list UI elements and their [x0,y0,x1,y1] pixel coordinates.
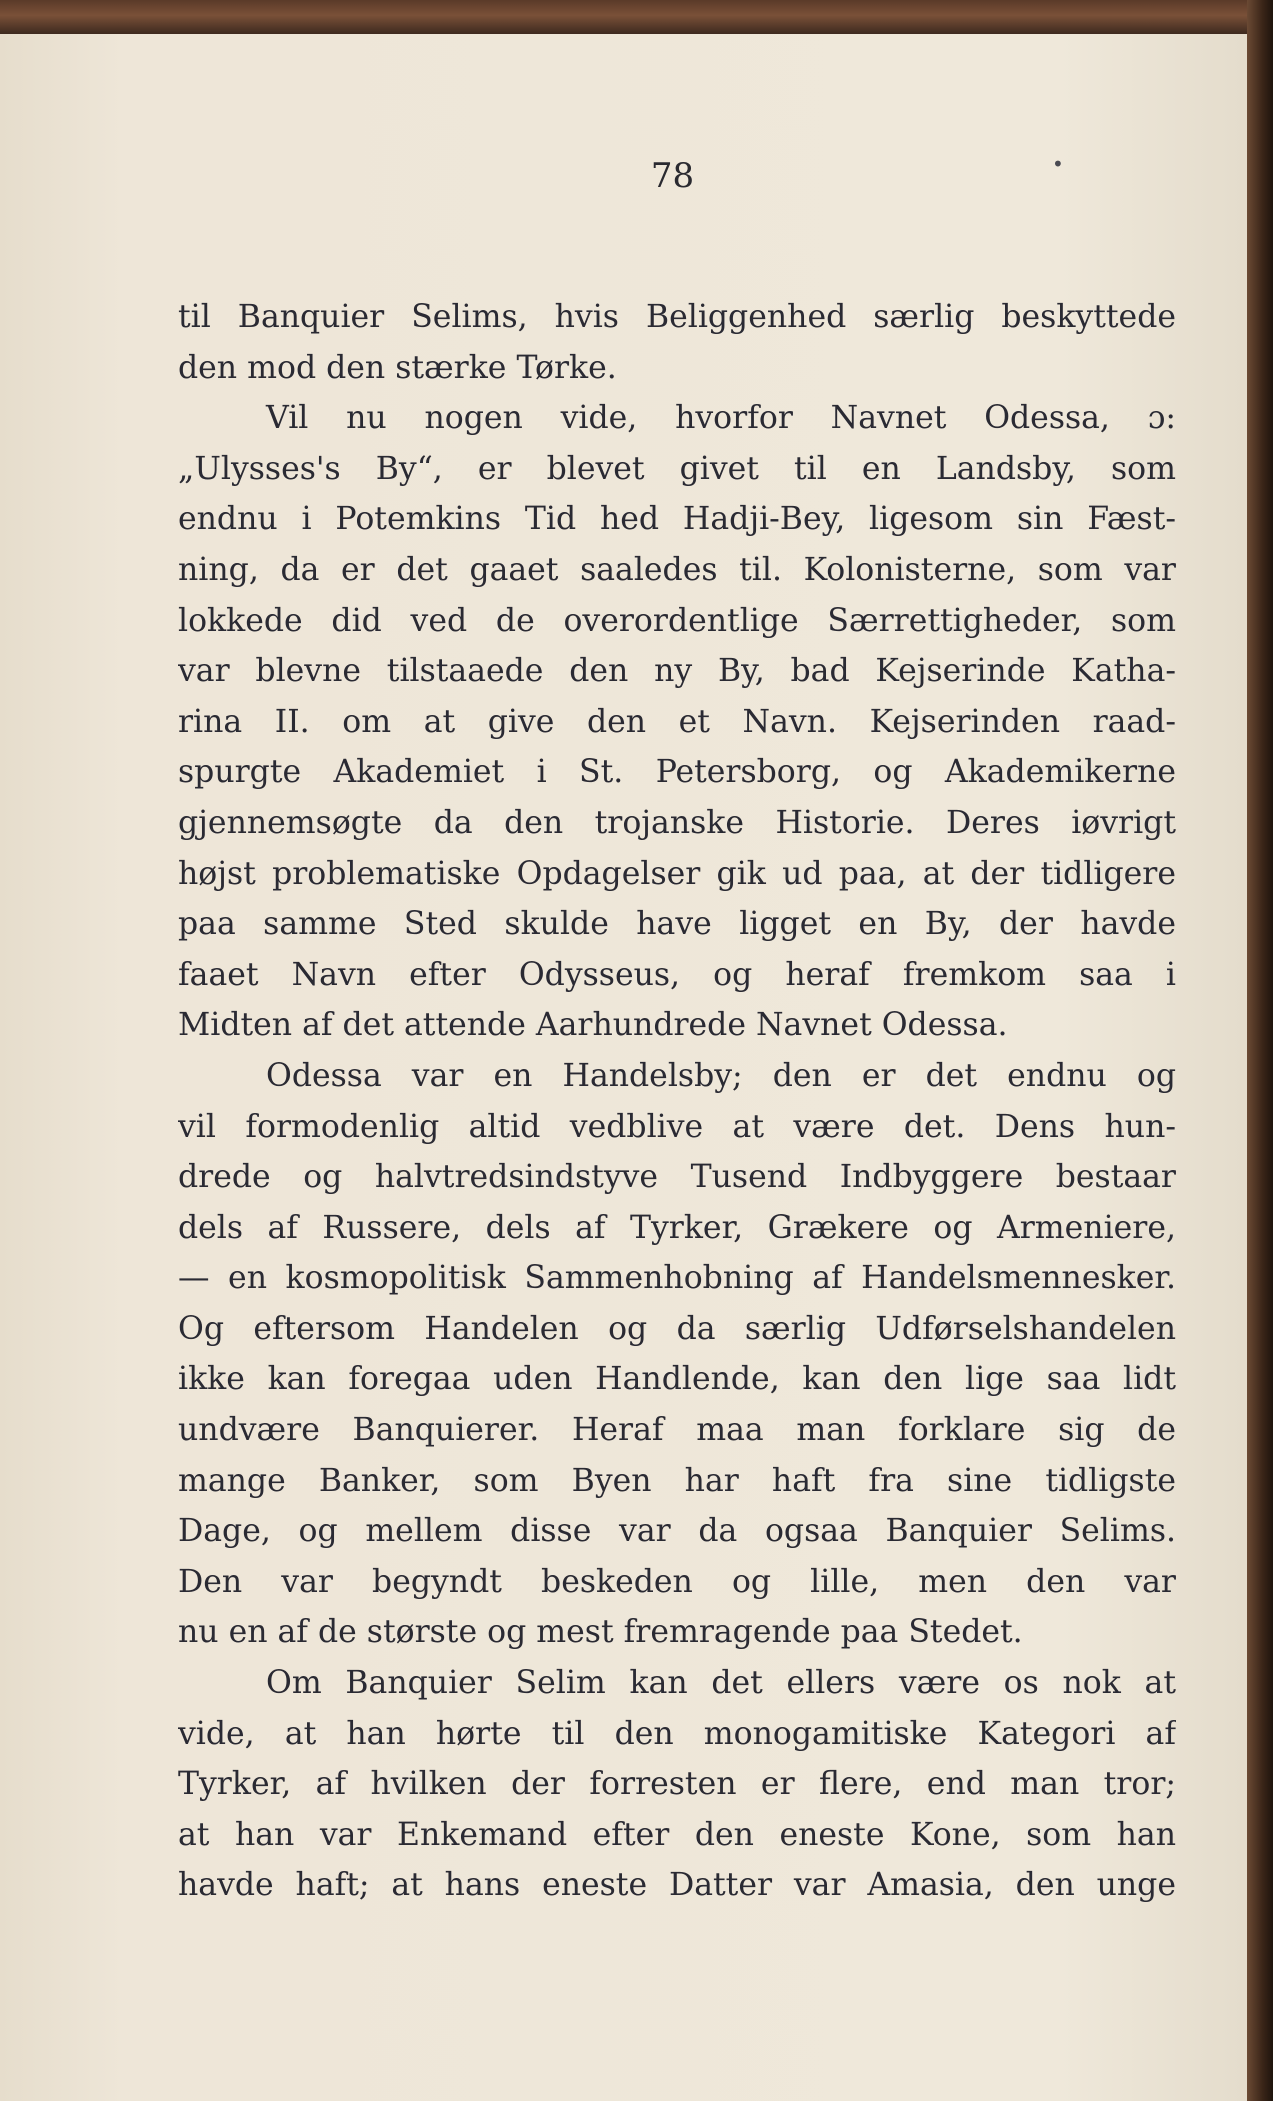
text-line: lokkede did ved de overordentlige Særrettigheder, som [178,602,1176,639]
text-line: vide, at han hørte til den monogamitiske Kategori af [178,1715,1176,1752]
book-page [0,34,1247,2101]
text-line: var blevne tilstaaede den ny By, bad Kejserinde Katha- [178,653,1176,690]
text-line: havde haft; at hans eneste Datter var Amasia, den unge [178,1867,1176,1904]
text-line: spurgte Akademiet i St. Petersborg, og Akademikerne [178,754,1176,791]
text-line: faaet Navn efter Odysseus, og heraf fremkom saa i [178,956,1176,993]
book-top-edge [0,0,1273,34]
text-line: „Ulysses's By“, er blevet givet til en Landsby, som [178,450,1176,487]
text-line: Vil nu nogen vide, hvorfor Navnet Odessa, ɔ: [266,400,1176,437]
text-line: Tyrker, af hvilken der forresten er flere, end man tror; [178,1766,1176,1803]
text-line: endnu i Potemkins Tid hed Hadji-Bey, ligesom sin Fæst- [178,501,1176,538]
text-line: ning, da er det gaaet saaledes til. Kolonisterne, som var [178,551,1176,588]
text-line: drede og halvtredsindstyve Tusend Indbyggere bestaar [178,1159,1176,1196]
text-line: den mod den stærke Tørke. [178,349,617,386]
text-line: vil formodenlig altid vedblive at være det. Dens hun- [178,1108,1176,1145]
text-line: rina II. om at give den et Navn. Kejserinden raad- [178,703,1176,740]
text-line: dels af Russere, dels af Tyrker, Grækere og Armeniere, [178,1209,1176,1246]
text-line: Og eftersom Handelen og da særlig Udførselshandelen [178,1310,1176,1347]
text-line: gjennemsøgte da den trojanske Historie. Deres iøvrigt [178,804,1176,841]
text-line: — en kosmopolitisk Sammenhobning af Handelsmennesker. [178,1260,1176,1297]
text-line: mange Banker, som Byen har haft fra sine tidligste [178,1462,1176,1499]
page-number: 78 [650,156,695,196]
text-line: paa samme Sted skulde have ligget en By, der havde [178,906,1176,943]
text-line: Dage, og mellem disse var da ogsaa Banquier Selims. [178,1513,1176,1550]
text-line: Om Banquier Selim kan det ellers være os nok at [266,1665,1176,1702]
text-line: til Banquier Selims, hvis Beliggenhed særlig beskyttede [178,299,1176,335]
text-line: ikke kan foregaa uden Handlende, kan den lige saa lidt [178,1361,1176,1398]
text-line: undvære Banquierer. Heraf maa man forklare sig de [178,1412,1176,1449]
body-text [178,292,1176,1911]
text-line: højst problematiske Opdagelser gik ud paa, at der tidligere [178,855,1176,892]
text-line: nu en af de største og mest fremragende paa Stedet. [178,1614,1023,1651]
text-line: Den var begyndt beskeden og lille, men den var [178,1563,1176,1600]
text-line: Midten af det attende Aarhundrede Navnet Odessa. [178,1007,1008,1044]
book-right-edge [1247,0,1273,2101]
bullet-mark: • [1052,152,1064,176]
text-line: at han var Enkemand efter den eneste Kone, som han [178,1816,1176,1853]
text-line: Odessa var en Handelsby; den er det endnu og [266,1057,1176,1094]
